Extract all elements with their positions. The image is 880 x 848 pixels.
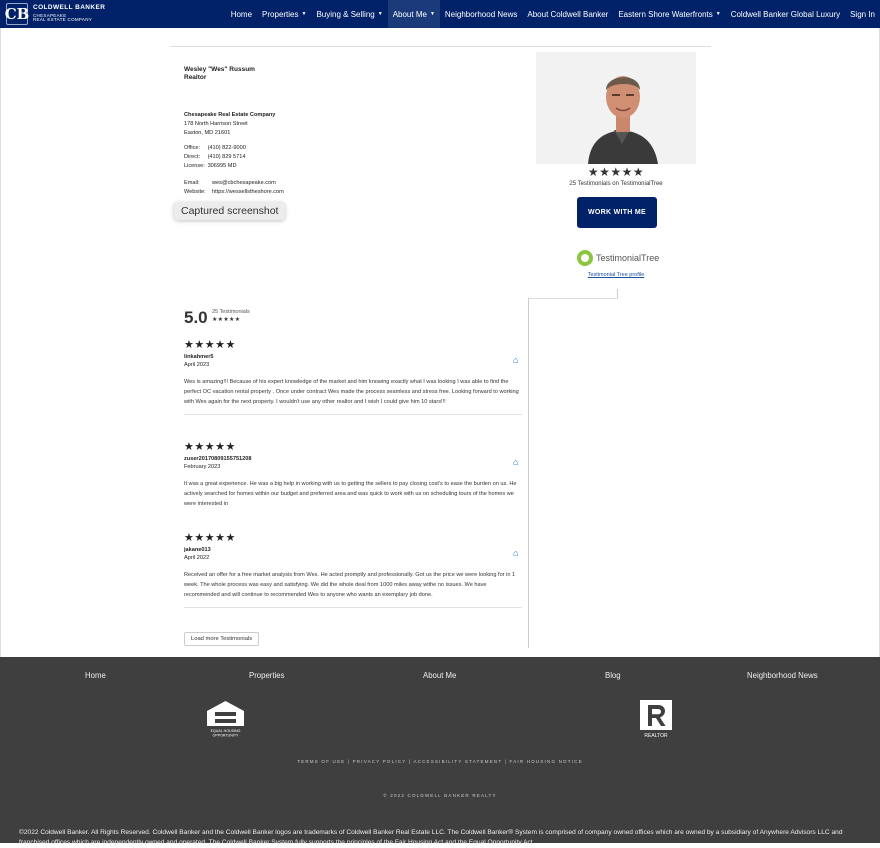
review-divider: [184, 607, 522, 608]
review-date: April 2023: [184, 362, 210, 368]
review-stars: ★★★★★: [184, 441, 236, 453]
rating-count: 25 Testimonials: [212, 309, 250, 315]
phone-block: [184, 144, 246, 170]
review-date: February 2023: [184, 464, 221, 470]
footer-link-blog[interactable]: Blog: [605, 671, 621, 680]
captured-screenshot-badge: Captured screenshot: [174, 202, 285, 220]
footer-link-home[interactable]: Home: [85, 671, 106, 680]
cb-logo-icon: CB: [4, 5, 30, 23]
license-value: 306995 MD: [207, 162, 237, 169]
divider: [170, 46, 711, 47]
company-block: [184, 111, 275, 137]
nav-item-label: Sign In: [850, 9, 875, 19]
review-date: April 2022: [184, 555, 210, 561]
footer-link-properties[interactable]: Properties: [249, 671, 285, 680]
review-card: [184, 531, 522, 608]
direct-phone[interactable]: (410) 829 5714: [207, 153, 246, 160]
agent-title: Realtor: [184, 74, 207, 81]
nav-item-label: Coldwell Banker Global Luxury: [730, 9, 841, 19]
nav-item-label: About Me: [392, 9, 427, 19]
nav-item-label: Neighborhood News: [444, 9, 518, 19]
copyright-small: © 2022 COLDWELL BANKER REALTY: [383, 793, 497, 798]
caret-down-icon: ▼: [301, 11, 307, 17]
testimonial-tree-logo[interactable]: [577, 250, 659, 266]
logo-line2: CHESAPEAKE: [33, 12, 67, 18]
tt-brand-a: Testimonial: [596, 253, 642, 263]
agent-photo: [536, 52, 696, 164]
work-with-me-button[interactable]: WORK WITH ME: [577, 197, 657, 228]
logo-line3: REAL ESTATE COMPANY: [33, 17, 93, 23]
page-border-left: [0, 28, 1, 658]
eho-label1: EQUAL HOUSING: [210, 729, 241, 733]
testimonial-count: 25 Testimonials on TestimonialTree: [569, 181, 663, 187]
logo-line1: COLDWELL BANKER: [33, 4, 106, 12]
nav-item-buying-selling[interactable]: [311, 0, 387, 28]
review-text: Received an offer for a free market analysis from Wes. He acted promptly and professionally. Got us the price we were looking for in 1 week. The whole process was easy and satisfying. We did the whole deal from 1000 miles away withe no issues. We have recommended and will continue to recommended Wes to anyone who wants an exemplary job done.: [184, 572, 516, 598]
review-card: [184, 338, 522, 415]
legal-links[interactable]: TERMS OF USE | PRIVACY POLICY | ACCESSIBILITY STATEMENT | FAIR HOUSING NOTICE: [297, 759, 583, 764]
equal-housing-icon: [205, 699, 246, 739]
top-navbar: [0, 0, 880, 28]
legal-text: ©2022 Coldwell Banker. All Rights Reserved. Coldwell Banker and the Coldwell Banker logos are trademarks of Coldwell Banker Real Estate LLC. The Coldwell Banker® System is comprised of company owned offices which are owned by a subsidiary of Anywhere Advisors LLC and franchised offices which are independently owned and operated. The Coldwell Banker System fully supports the principles of the Fair Housing Act and the Equal Opportunity Act.: [19, 829, 843, 846]
realtor-label: REALTOR: [644, 733, 668, 739]
testimonial-tree-icon: [577, 250, 593, 266]
nav-item-label: Buying & Selling: [316, 9, 375, 19]
review-text: Wes is amazing!!! Because of his expert knowledge of the market and him knowing exactly what I was looking I was able to find the perfect OC vacation rental property . Once under contract Wes made the process seamless and stress free. Looking forward to working with Wes again for the next property. I wouldn't use any other realtor and I wish I could give him 10 stars!!!: [184, 379, 519, 405]
nav-item-properties[interactable]: [257, 0, 311, 28]
caret-down-icon: ▼: [377, 11, 383, 17]
review-stars: ★★★★★: [184, 532, 236, 544]
nav-item-label: Properties: [262, 9, 299, 19]
nav-item-home[interactable]: [226, 0, 257, 28]
email-label: Email:: [184, 180, 200, 186]
rating-summary-stars: ★★★★★: [212, 316, 241, 323]
nav-item-neighborhood-news[interactable]: [440, 0, 523, 28]
address-line2: Easton, MD 21601: [184, 129, 231, 136]
overall-rating: 5.0: [184, 308, 208, 327]
review-stars: ★★★★★: [184, 339, 236, 351]
eho-label2: OPPORTUNITY: [212, 733, 239, 738]
testimonial-tree-profile-link[interactable]: Testimonial Tree profile: [587, 272, 645, 278]
web-block: [184, 179, 284, 197]
nav-item-label: Eastern Shore Waterfronts: [618, 9, 713, 19]
nav-item-sign-in[interactable]: [845, 0, 880, 28]
rating-meta: [212, 309, 250, 324]
nav-item-label: About Coldwell Banker: [527, 9, 609, 19]
review-user: zuser20170809155751208: [184, 456, 252, 462]
coldwell-banker-logo[interactable]: [6, 3, 105, 25]
nav-item-coldwell-banker-global-luxury[interactable]: [726, 0, 845, 28]
website-link[interactable]: https://wessellstheshore.com: [212, 188, 284, 195]
zillow-house-icon[interactable]: ⌂: [513, 355, 519, 365]
divider: [528, 298, 618, 299]
address-line1: 178 North Harrison Street: [184, 120, 248, 127]
realtor-icon: [639, 699, 673, 739]
review-card: [184, 440, 522, 517]
nav-menu: [226, 0, 880, 28]
agent-header: [184, 66, 255, 82]
direct-label: Direct:: [184, 153, 201, 160]
nav-item-label: Home: [230, 9, 253, 19]
review-divider: [184, 414, 522, 415]
rating-stars: ★★★★★: [587, 165, 645, 179]
review-user: jakane013: [184, 547, 211, 553]
review-divider: [184, 516, 522, 517]
review-text: It was a great experience. He was a big help in working with us to getting the sellers to pay closing cost's to ease the burden on us. He actively searched for homes within our budget and preferred area and was quick to work with us on scheduling tours of the homes we were interested in: [184, 481, 517, 507]
agent-name: Wesley "Wes" Russum: [184, 66, 255, 73]
email-link[interactable]: wes@cbchesapeake.com: [212, 180, 276, 186]
nav-item-eastern-shore-waterfronts[interactable]: [613, 0, 725, 28]
website-label: Website:: [184, 188, 206, 195]
review-user: linkahmer5: [184, 354, 214, 360]
footer: [0, 657, 880, 846]
column-divider: [528, 298, 529, 648]
nav-item-about-coldwell-banker[interactable]: [522, 0, 613, 28]
footer-link-neighborhood-news[interactable]: Neighborhood News: [747, 671, 818, 680]
company-name: Chesapeake Real Estate Company: [184, 112, 276, 118]
zillow-house-icon[interactable]: ⌂: [513, 457, 519, 467]
agent-portrait-icon: [536, 52, 696, 164]
caret-down-icon: ▼: [429, 11, 435, 17]
caret-down-icon: ▼: [715, 11, 721, 17]
zillow-house-icon[interactable]: ⌂: [513, 548, 519, 558]
nav-item-about-me[interactable]: [388, 0, 440, 28]
office-label: Office:: [184, 145, 201, 151]
footer-link-about[interactable]: About Me: [423, 671, 457, 680]
license-label: License:: [184, 162, 205, 169]
tt-brand-b: Tree: [641, 253, 660, 263]
load-more-button[interactable]: Load more Testimonials: [184, 632, 259, 646]
office-phone[interactable]: (410) 822-9000: [207, 145, 246, 151]
